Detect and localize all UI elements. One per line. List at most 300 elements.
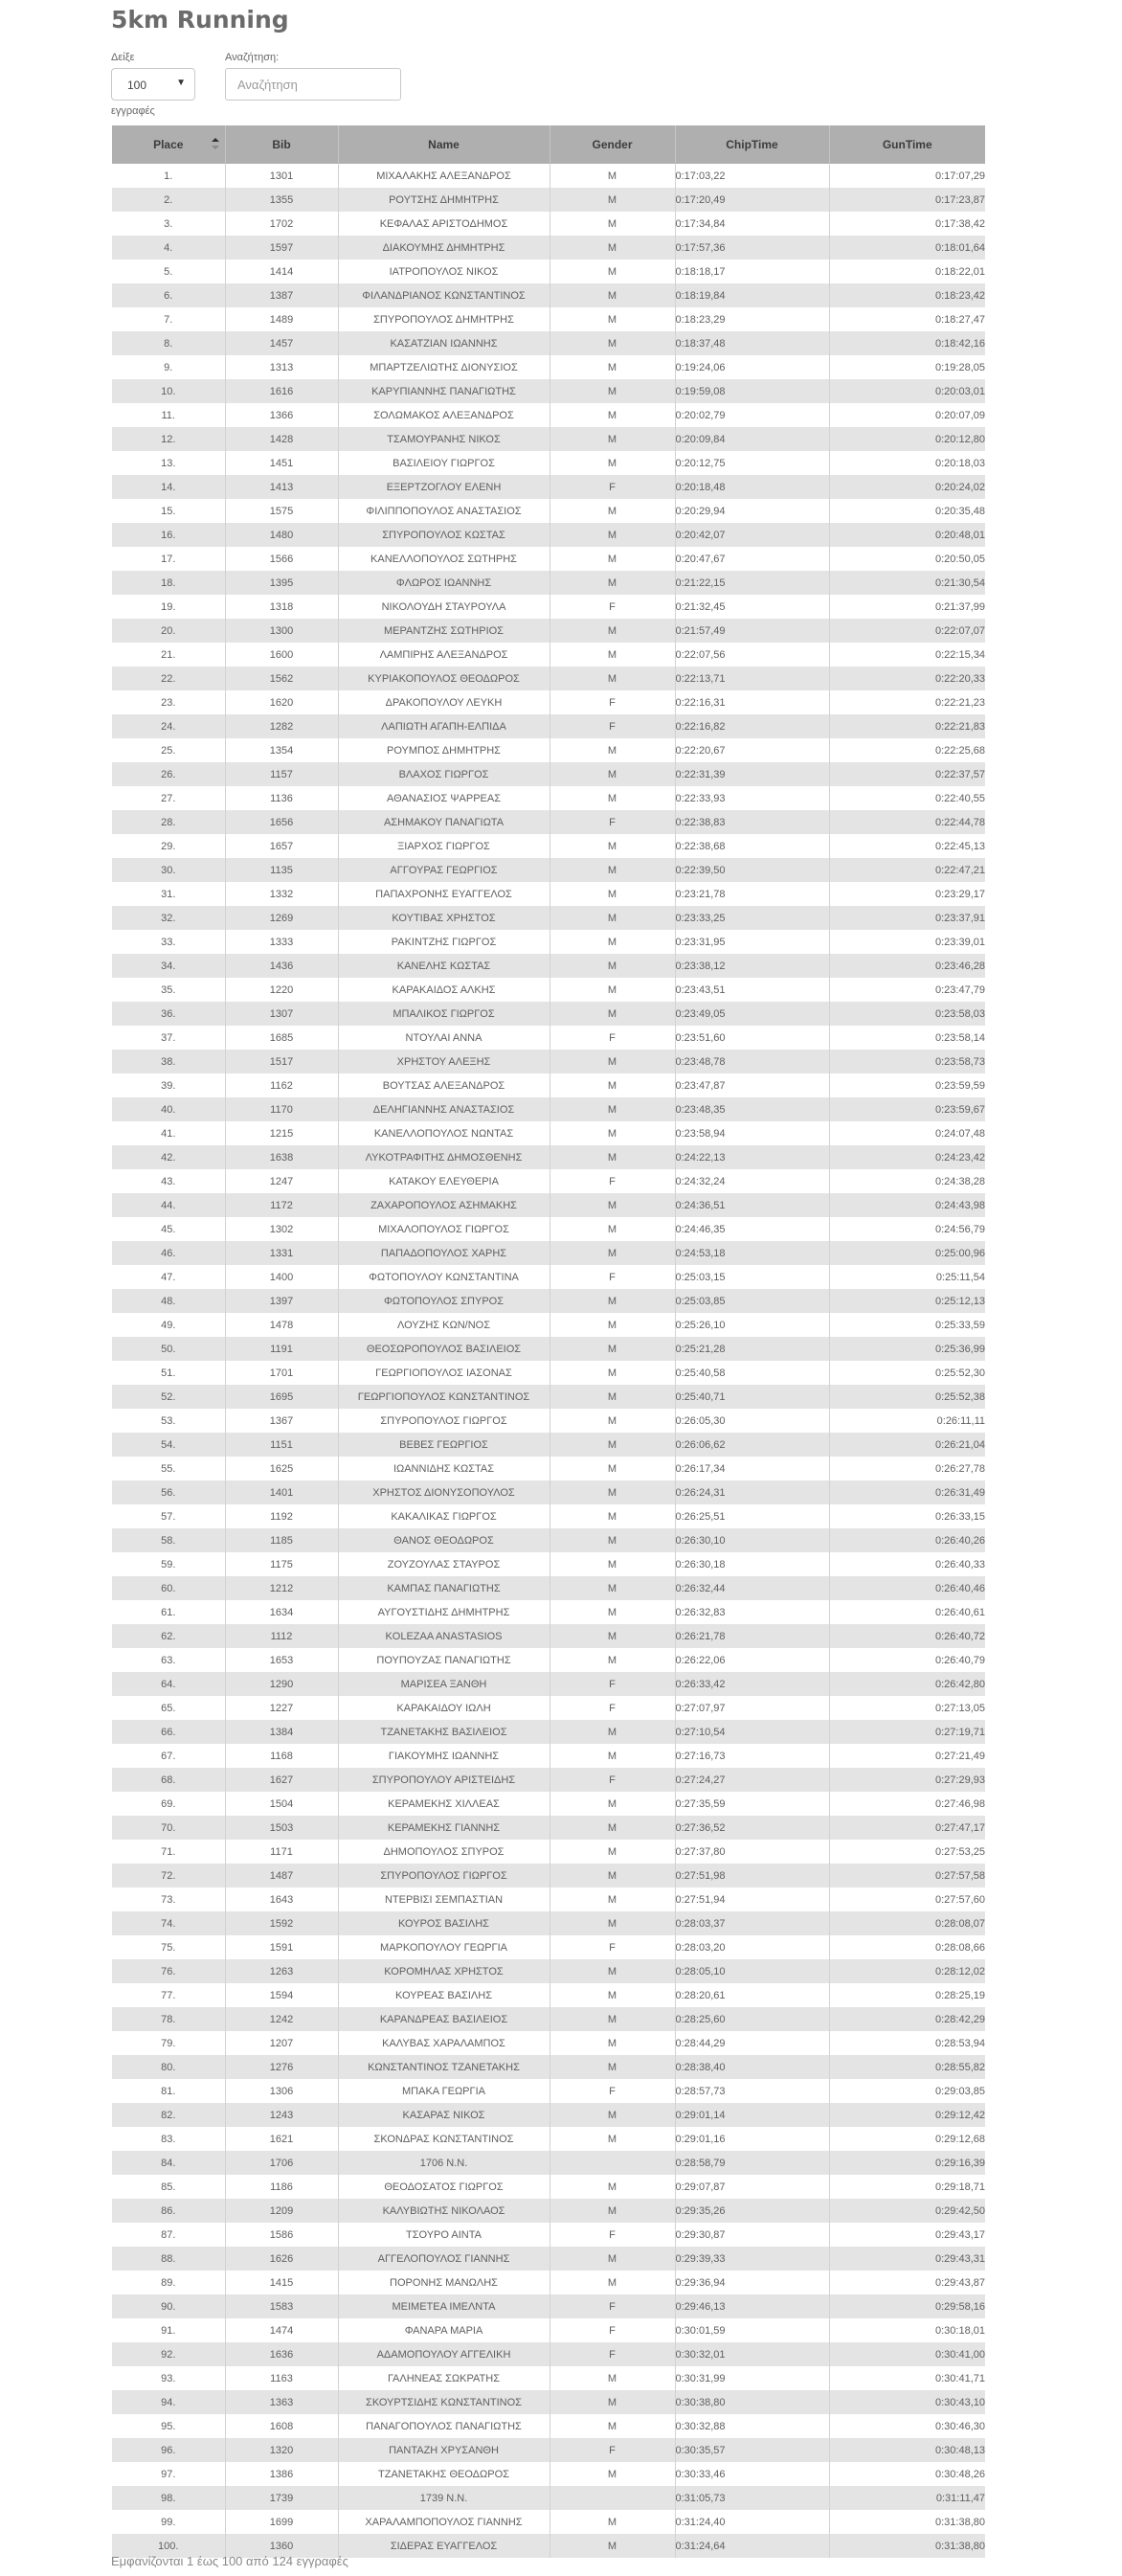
bib-cell: 1626 xyxy=(225,2247,338,2271)
gender-cell: M xyxy=(550,1648,675,1672)
guntime-cell: 0:23:58,14 xyxy=(829,1026,985,1050)
name-cell: ΝΤΕΡΒΙΣΙ ΣΕΜΠΑΣΤΙΑΝ xyxy=(338,1887,550,1911)
gender-cell: M xyxy=(550,547,675,571)
place-cell: 41. xyxy=(112,1121,225,1145)
place-cell: 71. xyxy=(112,1840,225,1864)
guntime-cell: 0:28:08,07 xyxy=(829,1911,985,1935)
name-cell: ΣΠΥΡΟΠΟΥΛΟΣ ΓΙΩΡΓΟΣ xyxy=(338,1864,550,1887)
table-row xyxy=(112,403,985,427)
chiptime-cell: 0:28:57,73 xyxy=(675,2079,829,2103)
gender-cell: M xyxy=(550,1361,675,1385)
chiptime-cell: 0:18:18,17 xyxy=(675,260,829,283)
place-cell: 82. xyxy=(112,2103,225,2127)
place-cell: 65. xyxy=(112,1696,225,1720)
search-label: Αναζήτηση: xyxy=(225,52,280,63)
table-row xyxy=(112,188,985,212)
table-row xyxy=(112,499,985,523)
guntime-cell: 0:27:53,25 xyxy=(829,1840,985,1864)
gender-cell: M xyxy=(550,786,675,810)
bib-cell: 1215 xyxy=(225,1121,338,1145)
table-row xyxy=(112,2199,985,2223)
gender-cell: M xyxy=(550,2247,675,2271)
gender-cell: F xyxy=(550,1672,675,1696)
bib-cell: 1171 xyxy=(225,1840,338,1864)
chiptime-cell: 0:26:25,51 xyxy=(675,1504,829,1528)
table-row xyxy=(112,1911,985,1935)
place-cell: 19. xyxy=(112,595,225,619)
guntime-cell: 0:28:53,94 xyxy=(829,2031,985,2055)
place-cell: 60. xyxy=(112,1576,225,1600)
chiptime-cell: 0:29:36,94 xyxy=(675,2271,829,2294)
name-cell: ΡΟΥΜΠΟΣ ΔΗΜΗΤΡΗΣ xyxy=(338,738,550,762)
chiptime-cell: 0:21:22,15 xyxy=(675,571,829,595)
entries-label: εγγραφές xyxy=(111,105,155,117)
table-row xyxy=(112,1744,985,1768)
chiptime-cell: 0:25:26,10 xyxy=(675,1313,829,1337)
chiptime-cell: 0:23:38,12 xyxy=(675,954,829,978)
bib-cell: 1367 xyxy=(225,1409,338,1433)
place-cell: 63. xyxy=(112,1648,225,1672)
chiptime-cell: 0:27:24,27 xyxy=(675,1768,829,1792)
bib-cell: 1209 xyxy=(225,2199,338,2223)
results-body xyxy=(112,164,985,2558)
bib-cell: 1300 xyxy=(225,619,338,643)
place-cell: 96. xyxy=(112,2438,225,2462)
gender-cell: M xyxy=(550,499,675,523)
chiptime-cell: 0:29:39,33 xyxy=(675,2247,829,2271)
place-cell: 3. xyxy=(112,212,225,236)
chiptime-cell: 0:18:23,29 xyxy=(675,307,829,331)
bib-cell: 1739 xyxy=(225,2486,338,2510)
gender-cell: M xyxy=(550,2462,675,2486)
table-row xyxy=(112,2462,985,2486)
place-cell: 46. xyxy=(112,1241,225,1265)
show-label: Δείξε xyxy=(111,52,135,63)
gender-cell: M xyxy=(550,1121,675,1145)
table-row xyxy=(112,1552,985,1576)
table-row xyxy=(112,906,985,930)
guntime-cell: 0:29:18,71 xyxy=(829,2175,985,2199)
column-header-label: ChipTime xyxy=(726,138,778,151)
table-row xyxy=(112,2127,985,2151)
place-cell: 69. xyxy=(112,1792,225,1816)
guntime-cell: 0:23:37,91 xyxy=(829,906,985,930)
bib-cell: 1643 xyxy=(225,1887,338,1911)
bib-cell: 1594 xyxy=(225,1983,338,2007)
chiptime-cell: 0:23:47,87 xyxy=(675,1073,829,1097)
place-cell: 7. xyxy=(112,307,225,331)
chiptime-cell: 0:30:33,46 xyxy=(675,2462,829,2486)
column-header-chiptime[interactable] xyxy=(675,125,829,164)
guntime-cell: 0:26:42,80 xyxy=(829,1672,985,1696)
place-cell: 36. xyxy=(112,1002,225,1026)
name-cell: ΠΑΠΑΔΟΠΟΥΛΟΣ ΧΑΡΗΣ xyxy=(338,1241,550,1265)
name-cell: ΚΑΝΕΛΛΟΠΟΥΛΟΣ ΝΩΝΤΑΣ xyxy=(338,1121,550,1145)
table-row xyxy=(112,475,985,499)
chiptime-cell: 0:24:36,51 xyxy=(675,1193,829,1217)
chiptime-cell: 0:30:01,59 xyxy=(675,2318,829,2342)
gender-cell: M xyxy=(550,1289,675,1313)
bib-cell: 1685 xyxy=(225,1026,338,1050)
name-cell: ΖΟΥΖΟΥΛΑΣ ΣΤΑΥΡΟΣ xyxy=(338,1552,550,1576)
name-cell: ΚΑΡΑΚΑΙΔΟΣ ΑΛΚΗΣ xyxy=(338,978,550,1002)
table-row xyxy=(112,1337,985,1361)
guntime-cell: 0:26:40,26 xyxy=(829,1528,985,1552)
name-cell: ΧΡΗΣΤΟΣ ΔΙΟΝΥΣΟΠΟΥΛΟΣ xyxy=(338,1480,550,1504)
guntime-cell: 0:24:23,42 xyxy=(829,1145,985,1169)
name-cell: ΜΑΡΙΣΕΑ ΞΑΝΘΗ xyxy=(338,1672,550,1696)
table-row xyxy=(112,1457,985,1480)
guntime-cell: 0:22:40,55 xyxy=(829,786,985,810)
guntime-cell: 0:30:48,26 xyxy=(829,2462,985,2486)
place-cell: 88. xyxy=(112,2247,225,2271)
name-cell: ΧΡΗΣΤΟΥ ΑΛΕΞΗΣ xyxy=(338,1050,550,1073)
place-cell: 25. xyxy=(112,738,225,762)
table-row xyxy=(112,331,985,355)
chiptime-cell: 0:30:31,99 xyxy=(675,2366,829,2390)
gender-cell: M xyxy=(550,619,675,643)
bib-cell: 1591 xyxy=(225,1935,338,1959)
guntime-cell: 0:20:18,03 xyxy=(829,451,985,475)
guntime-cell: 0:29:58,16 xyxy=(829,2294,985,2318)
guntime-cell: 0:26:40,79 xyxy=(829,1648,985,1672)
column-header-label: Bib xyxy=(272,138,291,151)
table-row xyxy=(112,2103,985,2127)
chiptime-cell: 0:27:36,52 xyxy=(675,1816,829,1840)
gender-cell: F xyxy=(550,1026,675,1050)
name-cell: ΜΕΙΜΕΤΕΑ ΙΜΕΛΝΤΑ xyxy=(338,2294,550,2318)
bib-cell: 1384 xyxy=(225,1720,338,1744)
gender-cell: M xyxy=(550,1433,675,1457)
place-cell: 22. xyxy=(112,667,225,690)
gender-cell: M xyxy=(550,2175,675,2199)
place-cell: 64. xyxy=(112,1672,225,1696)
guntime-cell: 0:22:45,13 xyxy=(829,834,985,858)
guntime-cell: 0:27:57,58 xyxy=(829,1864,985,1887)
bib-cell: 1320 xyxy=(225,2438,338,2462)
guntime-cell: 0:28:12,02 xyxy=(829,1959,985,1983)
results-table xyxy=(112,125,985,2558)
bib-cell: 1562 xyxy=(225,667,338,690)
bib-cell: 1566 xyxy=(225,547,338,571)
bib-cell: 1616 xyxy=(225,379,338,403)
table-row xyxy=(112,714,985,738)
gender-cell: M xyxy=(550,283,675,307)
guntime-cell: 0:25:33,59 xyxy=(829,1313,985,1337)
name-cell: ΚΑΝΕΛΛΟΠΟΥΛΟΣ ΣΩΤΗΡΗΣ xyxy=(338,547,550,571)
chiptime-cell: 0:21:57,49 xyxy=(675,619,829,643)
name-cell: 1706 N.N. xyxy=(338,2151,550,2175)
gender-cell: M xyxy=(550,1744,675,1768)
bib-cell: 1608 xyxy=(225,2414,338,2438)
table-row xyxy=(112,1480,985,1504)
table-row xyxy=(112,930,985,954)
name-cell: ΒΛΑΧΟΣ ΓΙΩΡΓΟΣ xyxy=(338,762,550,786)
place-cell: 21. xyxy=(112,643,225,667)
table-row xyxy=(112,1361,985,1385)
name-cell: ΚΑΤΑΚΟΥ ΕΛΕΥΘΕΡΙΑ xyxy=(338,1169,550,1193)
column-header-place[interactable] xyxy=(112,125,225,164)
table-row xyxy=(112,834,985,858)
column-header-name[interactable] xyxy=(338,125,550,164)
place-cell: 89. xyxy=(112,2271,225,2294)
name-cell: ΚΑΚΑΛΙΚΑΣ ΓΙΩΡΓΟΣ xyxy=(338,1504,550,1528)
guntime-cell: 0:27:21,49 xyxy=(829,1744,985,1768)
guntime-cell: 0:26:40,72 xyxy=(829,1624,985,1648)
guntime-cell: 0:26:11,11 xyxy=(829,1409,985,1433)
name-cell: ΑΣΗΜΑΚΟΥ ΠΑΝΑΓΙΩΤΑ xyxy=(338,810,550,834)
chiptime-cell: 0:28:38,40 xyxy=(675,2055,829,2079)
place-cell: 39. xyxy=(112,1073,225,1097)
table-row xyxy=(112,1026,985,1050)
table-row xyxy=(112,2223,985,2247)
bib-cell: 1307 xyxy=(225,1002,338,1026)
bib-cell: 1653 xyxy=(225,1648,338,1672)
place-cell: 83. xyxy=(112,2127,225,2151)
bib-cell: 1170 xyxy=(225,1097,338,1121)
table-row xyxy=(112,1313,985,1337)
name-cell: ΑΥΓΟΥΣΤΙΔΗΣ ΔΗΜΗΤΡΗΣ xyxy=(338,1600,550,1624)
table-info: Εμφανίζονται 1 έως 100 από 124 εγγραφές xyxy=(111,2554,348,2568)
gender-cell: M xyxy=(550,355,675,379)
table-row xyxy=(112,1624,985,1648)
guntime-cell: 0:31:11,47 xyxy=(829,2486,985,2510)
table-row xyxy=(112,643,985,667)
column-header-label: Gender xyxy=(592,138,633,151)
table-row xyxy=(112,2007,985,2031)
table-row xyxy=(112,1672,985,1696)
place-cell: 42. xyxy=(112,1145,225,1169)
guntime-cell: 0:23:29,17 xyxy=(829,882,985,906)
bib-cell: 1656 xyxy=(225,810,338,834)
guntime-cell: 0:24:07,48 xyxy=(829,1121,985,1145)
table-row xyxy=(112,2294,985,2318)
chevron-down-icon: ▼ xyxy=(176,78,186,88)
bib-cell: 1331 xyxy=(225,1241,338,1265)
gender-cell: F xyxy=(550,1935,675,1959)
bib-cell: 1400 xyxy=(225,1265,338,1289)
gender-cell: M xyxy=(550,738,675,762)
place-cell: 74. xyxy=(112,1911,225,1935)
name-cell: ΠΑΠΑΧΡΟΝΗΣ ΕΥΑΓΓΕΛΟΣ xyxy=(338,882,550,906)
column-header-bib[interactable] xyxy=(225,125,338,164)
guntime-cell: 0:22:20,33 xyxy=(829,667,985,690)
place-cell: 8. xyxy=(112,331,225,355)
name-cell: ΞΙΑΡΧΟΣ ΓΙΩΡΓΟΣ xyxy=(338,834,550,858)
table-row xyxy=(112,882,985,906)
gender-cell xyxy=(550,2486,675,2510)
chiptime-cell: 0:17:57,36 xyxy=(675,236,829,260)
place-cell: 24. xyxy=(112,714,225,738)
bib-cell: 1413 xyxy=(225,475,338,499)
name-cell: ΚΑΣΑΡΑΣ ΝΙΚΟΣ xyxy=(338,2103,550,2127)
name-cell: ΤΖΑΝΕΤΑΚΗΣ ΒΑΣΙΛΕΙΟΣ xyxy=(338,1720,550,1744)
place-cell: 20. xyxy=(112,619,225,643)
chiptime-cell: 0:27:07,97 xyxy=(675,1696,829,1720)
bib-cell: 1414 xyxy=(225,260,338,283)
bib-cell: 1457 xyxy=(225,331,338,355)
guntime-cell: 0:30:41,71 xyxy=(829,2366,985,2390)
name-cell: ΑΓΓΟΥΡΑΣ ΓΕΩΡΓΙΟΣ xyxy=(338,858,550,882)
chiptime-cell: 0:22:13,71 xyxy=(675,667,829,690)
guntime-cell: 0:25:00,96 xyxy=(829,1241,985,1265)
guntime-cell: 0:29:43,31 xyxy=(829,2247,985,2271)
chiptime-cell: 0:25:03,15 xyxy=(675,1265,829,1289)
bib-cell: 1135 xyxy=(225,858,338,882)
table-row xyxy=(112,1241,985,1265)
table-row xyxy=(112,283,985,307)
place-cell: 23. xyxy=(112,690,225,714)
gender-cell: M xyxy=(550,858,675,882)
chiptime-cell: 0:22:39,50 xyxy=(675,858,829,882)
gender-cell: M xyxy=(550,2127,675,2151)
table-row xyxy=(112,1576,985,1600)
gender-cell: M xyxy=(550,1864,675,1887)
table-row xyxy=(112,164,985,188)
table-row xyxy=(112,2414,985,2438)
gender-cell: M xyxy=(550,212,675,236)
place-cell: 62. xyxy=(112,1624,225,1648)
place-cell: 35. xyxy=(112,978,225,1002)
place-cell: 66. xyxy=(112,1720,225,1744)
chiptime-cell: 0:27:35,59 xyxy=(675,1792,829,1816)
guntime-cell: 0:27:47,17 xyxy=(829,1816,985,1840)
guntime-cell: 0:25:12,13 xyxy=(829,1289,985,1313)
bib-cell: 1163 xyxy=(225,2366,338,2390)
name-cell: ΕΞΕΡΤΖΟΓΛΟΥ ΕΛΕΝΗ xyxy=(338,475,550,499)
bib-cell: 1355 xyxy=(225,188,338,212)
table-row xyxy=(112,2486,985,2510)
table-row xyxy=(112,690,985,714)
table-row xyxy=(112,1864,985,1887)
place-cell: 78. xyxy=(112,2007,225,2031)
column-header-guntime[interactable] xyxy=(829,125,985,164)
chiptime-cell: 0:29:30,87 xyxy=(675,2223,829,2247)
place-cell: 57. xyxy=(112,1504,225,1528)
guntime-cell: 0:22:15,34 xyxy=(829,643,985,667)
chiptime-cell: 0:29:01,16 xyxy=(675,2127,829,2151)
bib-cell: 1706 xyxy=(225,2151,338,2175)
chiptime-cell: 0:21:32,45 xyxy=(675,595,829,619)
chiptime-cell: 0:23:33,25 xyxy=(675,906,829,930)
gender-cell: M xyxy=(550,260,675,283)
chiptime-cell: 0:31:24,64 xyxy=(675,2534,829,2558)
place-cell: 13. xyxy=(112,451,225,475)
bib-cell: 1112 xyxy=(225,1624,338,1648)
column-header-label: Name xyxy=(428,138,460,151)
chiptime-cell: 0:28:25,60 xyxy=(675,2007,829,2031)
name-cell: ΣΠΥΡΟΠΟΥΛΟΣ ΔΗΜΗΤΡΗΣ xyxy=(338,307,550,331)
chiptime-cell: 0:23:49,05 xyxy=(675,1002,829,1026)
table-row xyxy=(112,595,985,619)
search-input[interactable] xyxy=(225,68,401,101)
gender-cell: M xyxy=(550,2414,675,2438)
name-cell: ΓΑΛΗΝΕΑΣ ΣΩΚΡΑΤΗΣ xyxy=(338,2366,550,2390)
column-header-gender[interactable] xyxy=(550,125,675,164)
guntime-cell: 0:30:46,30 xyxy=(829,2414,985,2438)
name-cell: ΣΚΟΥΡΤΣΙΔΗΣ ΚΩΝΣΤΑΝΤΙΝΟΣ xyxy=(338,2390,550,2414)
guntime-cell: 0:31:38,80 xyxy=(829,2534,985,2558)
table-row xyxy=(112,1409,985,1433)
bib-cell: 1243 xyxy=(225,2103,338,2127)
bib-cell: 1627 xyxy=(225,1768,338,1792)
chiptime-cell: 0:20:02,79 xyxy=(675,403,829,427)
name-cell: ΑΘΑΝΑΣΙΟΣ ΨΑΡΡΕΑΣ xyxy=(338,786,550,810)
table-row xyxy=(112,260,985,283)
place-cell: 37. xyxy=(112,1026,225,1050)
name-cell: ΡΟΥΤΣΗΣ ΔΗΜΗΤΡΗΣ xyxy=(338,188,550,212)
table-row xyxy=(112,451,985,475)
table-row xyxy=(112,1433,985,1457)
bib-cell: 1185 xyxy=(225,1528,338,1552)
place-cell: 32. xyxy=(112,906,225,930)
guntime-cell: 0:18:22,01 xyxy=(829,260,985,283)
table-row xyxy=(112,1121,985,1145)
name-cell: ΚΑΡΑΝΔΡΕΑΣ ΒΑΣΙΛΕΙΟΣ xyxy=(338,2007,550,2031)
page-length-select[interactable] xyxy=(111,68,195,101)
gender-cell: M xyxy=(550,1457,675,1480)
guntime-cell: 0:24:38,28 xyxy=(829,1169,985,1193)
guntime-cell: 0:23:39,01 xyxy=(829,930,985,954)
gender-cell: M xyxy=(550,523,675,547)
bib-cell: 1387 xyxy=(225,283,338,307)
gender-cell: M xyxy=(550,834,675,858)
chiptime-cell: 0:29:35,26 xyxy=(675,2199,829,2223)
name-cell: ΛΥΚΟΤΡΑΦΙΤΗΣ ΔΗΜΟΣΘΕΝΗΣ xyxy=(338,1145,550,1169)
chiptime-cell: 0:27:37,80 xyxy=(675,1840,829,1864)
bib-cell: 1487 xyxy=(225,1864,338,1887)
place-cell: 11. xyxy=(112,403,225,427)
table-row xyxy=(112,810,985,834)
place-cell: 26. xyxy=(112,762,225,786)
guntime-cell: 0:25:11,54 xyxy=(829,1265,985,1289)
guntime-cell: 0:28:08,66 xyxy=(829,1935,985,1959)
bib-cell: 1636 xyxy=(225,2342,338,2366)
place-cell: 91. xyxy=(112,2318,225,2342)
chiptime-cell: 0:31:05,73 xyxy=(675,2486,829,2510)
table-row xyxy=(112,2390,985,2414)
guntime-cell: 0:25:52,38 xyxy=(829,1385,985,1409)
place-cell: 77. xyxy=(112,1983,225,2007)
name-cell: ΙΑΤΡΟΠΟΥΛΟΣ ΝΙΚΟΣ xyxy=(338,260,550,283)
name-cell: ΠΟΥΠΟΥΖΑΣ ΠΑΝΑΓΙΩΤΗΣ xyxy=(338,1648,550,1672)
chiptime-cell: 0:23:31,95 xyxy=(675,930,829,954)
bib-cell: 1212 xyxy=(225,1576,338,1600)
place-cell: 61. xyxy=(112,1600,225,1624)
guntime-cell: 0:17:07,29 xyxy=(829,164,985,188)
bib-cell: 1263 xyxy=(225,1959,338,1983)
bib-cell: 1318 xyxy=(225,595,338,619)
guntime-cell: 0:22:25,68 xyxy=(829,738,985,762)
chiptime-cell: 0:24:46,35 xyxy=(675,1217,829,1241)
chiptime-cell: 0:26:30,10 xyxy=(675,1528,829,1552)
gender-cell xyxy=(550,2151,675,2175)
guntime-cell: 0:30:43,10 xyxy=(829,2390,985,2414)
table-row xyxy=(112,2031,985,2055)
name-cell: ΒΑΣΙΛΕΙΟΥ ΓΙΩΡΓΟΣ xyxy=(338,451,550,475)
table-row xyxy=(112,786,985,810)
column-header-label: Place xyxy=(153,138,184,151)
place-cell: 49. xyxy=(112,1313,225,1337)
guntime-cell: 0:27:29,93 xyxy=(829,1768,985,1792)
gender-cell: M xyxy=(550,1337,675,1361)
name-cell: ΝΤΟΥΛΑΙ ΑΝΝΑ xyxy=(338,1026,550,1050)
chiptime-cell: 0:23:48,78 xyxy=(675,1050,829,1073)
gender-cell: F xyxy=(550,2223,675,2247)
name-cell: ΚΑΝΕΛΗΣ ΚΩΣΤΑΣ xyxy=(338,954,550,978)
place-cell: 2. xyxy=(112,188,225,212)
gender-cell: M xyxy=(550,954,675,978)
